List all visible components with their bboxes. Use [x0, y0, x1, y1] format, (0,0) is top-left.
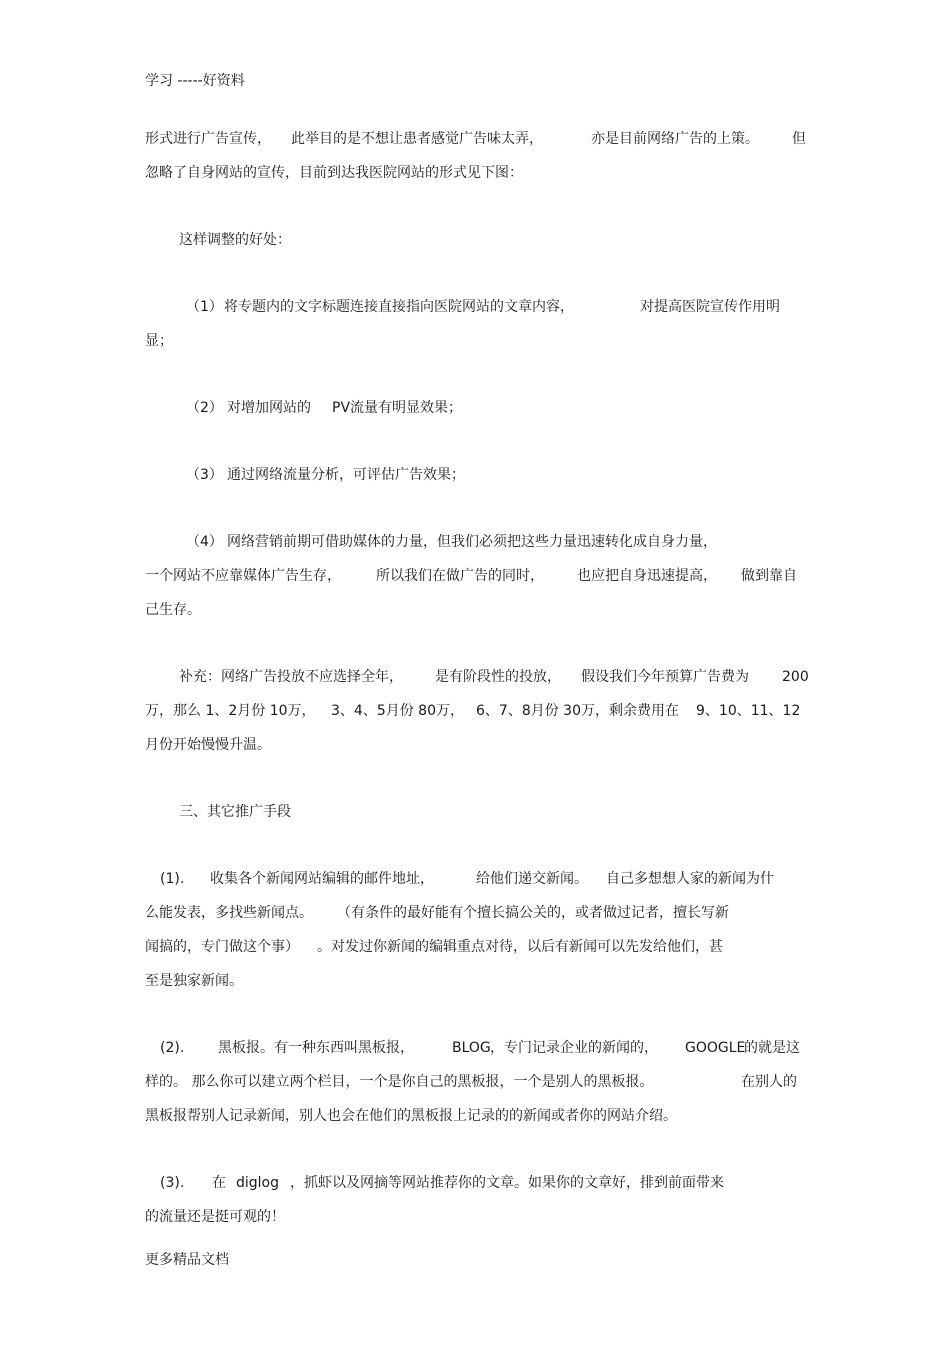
text-segment: diglog [236, 1175, 280, 1191]
text-segment: 200 [782, 669, 809, 685]
list-number: （3） [186, 467, 223, 483]
text-segment: PV流量有明显效果； [332, 400, 463, 416]
text-segment: 黑板报。有一种东西叫黑板报， [218, 1040, 414, 1056]
list-number: (2). [160, 1040, 185, 1056]
text-segment: 所以我们在做广告的同时， [376, 568, 544, 584]
item-2-line-3: 黑板报帮别人记录新闻，别人也会在他们的黑板报上记录的的新闻或者你的网站介绍。 [145, 1108, 677, 1124]
list-number: （1） [186, 299, 223, 315]
text-segment: BLOG [452, 1040, 491, 1056]
text-segment: 收集各个新闻网站编辑的邮件地址， [210, 871, 434, 887]
text-segment: 对提高医院宣传作用明 [640, 299, 780, 315]
text-segment: ，专门记录企业的新闻的， [490, 1040, 658, 1056]
benefit-1-line-2: 显； [145, 333, 173, 349]
item-3-line-2: 的流量还是挺可观的！ [145, 1209, 285, 1225]
text-segment: 通过网络流量分析，可评估广告效果； [227, 467, 465, 483]
text-segment: 自己多想想人家的新闻为什 [606, 871, 774, 887]
text-segment: 的就是这 [744, 1040, 800, 1056]
text-segment: 。对发过你新闻的编辑重点对待，以后有新闻可以先发给他们，甚 [317, 939, 723, 955]
text-segment: 是有阶段性的投放， [435, 669, 561, 685]
list-number: （2） [186, 400, 223, 416]
text-segment: 6、7、8月份 30万，剩余费用在 [476, 703, 679, 719]
text-segment: 样的。 那么你可以建立两个栏目，一个是你自己的黑板报，一个是别人的黑板报。 [145, 1074, 654, 1090]
text-segment: 也应把自身迅速提高， [577, 568, 717, 584]
list-number: (1). [160, 871, 185, 887]
text-segment: 将专题内的文字标题连接直接指向医院网站的文章内容， [224, 299, 574, 315]
text-segment: 补充：网络广告投放不应选择全年， [179, 669, 403, 685]
supplement-line-3: 月份开始慢慢升温。 [145, 737, 271, 753]
text-segment: 3、4、5月份 80万， [331, 703, 464, 719]
list-number: （4） [186, 534, 223, 550]
text-segment: 9、10、11、12 [696, 703, 801, 719]
text-segment: 网络营销前期可借助媒体的力量，但我们必须把这些力量迅速转化成自身力量， [227, 534, 717, 550]
text-segment: 给他们递交新闻。 [476, 871, 588, 887]
text-segment: 万，那么 1、2月份 10万， [145, 703, 316, 719]
intro-line-2: 忽略了自身网站的宣传，目前到达我医院网站的形式见下图： [145, 165, 523, 181]
text-segment: 亦是目前网络广告的上策。 [591, 131, 759, 147]
text-segment: 一个网站不应靠媒体广告生存， [145, 568, 341, 584]
text-segment: 闻搞的，专门做这个事） [145, 939, 299, 955]
benefit-4-line-3: 己生存。 [145, 602, 201, 618]
text-segment: 但 [792, 131, 806, 147]
text-segment: 此举目的是不想让患者感觉广告味太弄， [291, 131, 543, 147]
page-footer: 更多精品文档 [145, 1252, 229, 1268]
text-segment: 做到靠自 [741, 568, 797, 584]
text-segment: 假设我们今年预算广告费为 [581, 669, 749, 685]
benefits-title: 这样调整的好处： [179, 232, 291, 248]
text-segment: （有条件的最好能有个擅长搞公关的，或者做过记者，擅长写新 [337, 905, 729, 921]
text-segment: 形式进行广告宣传， [145, 131, 271, 147]
text-segment: ，抓虾以及网摘等网站推荐你的文章。如果你的文章好，排到前面带来 [290, 1175, 724, 1191]
page-header: 学习 -----好资料 [145, 73, 245, 89]
list-number: (3). [160, 1175, 185, 1191]
section-3-title: 三、其它推广手段 [179, 804, 291, 820]
item-1-line-4: 至是独家新闻。 [145, 973, 243, 989]
text-segment: GOOGLE [685, 1040, 746, 1056]
text-segment: 在别人的 [741, 1074, 797, 1090]
text-segment: 么能发表，多找些新闻点。 [145, 905, 313, 921]
text-segment: 对增加网站的 [227, 400, 311, 416]
text-segment: 在 [212, 1175, 226, 1191]
